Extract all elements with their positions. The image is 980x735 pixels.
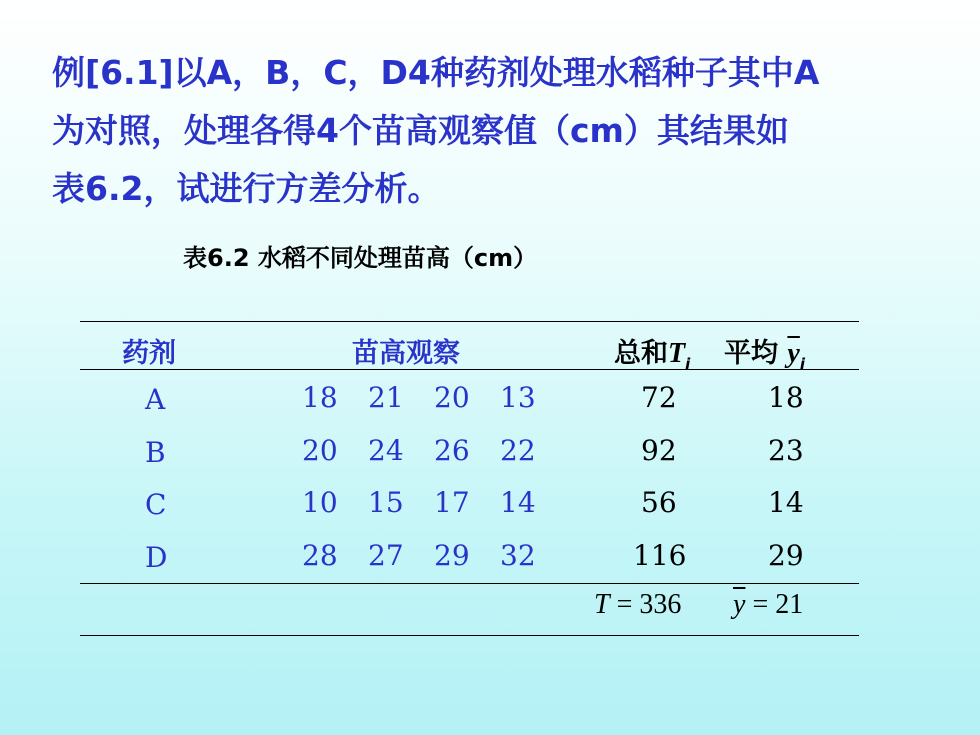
grand-mean-value: = 21 bbox=[745, 589, 804, 620]
observation-value: 26 bbox=[434, 434, 470, 467]
header-agent: 药剂 bbox=[122, 338, 176, 369]
problem-statement bbox=[52, 44, 932, 218]
header-total-sub: i bbox=[685, 355, 691, 373]
row-a-mean: 18 bbox=[768, 381, 804, 414]
grand-total bbox=[594, 589, 681, 621]
observation-value: 24 bbox=[368, 434, 404, 467]
observation-value: 20 bbox=[302, 434, 338, 467]
row-c-mean: 14 bbox=[768, 486, 804, 519]
observation-value: 21 bbox=[368, 381, 404, 414]
observation-value: 10 bbox=[302, 486, 338, 519]
observation-value: 17 bbox=[434, 486, 470, 519]
observation-value: 15 bbox=[368, 486, 404, 519]
row-c-agent: C bbox=[145, 488, 167, 521]
row-b-mean: 23 bbox=[768, 434, 804, 467]
grand-mean-symbol: $\overline{y}$ bbox=[733, 589, 746, 620]
header-total-label: 总和 bbox=[614, 338, 668, 369]
header-total-symbol: T bbox=[668, 338, 686, 369]
observation-value: 20 bbox=[434, 381, 470, 414]
row-d-mean: 29 bbox=[768, 539, 804, 572]
row-d-agent: D bbox=[145, 541, 168, 574]
observation-value: 32 bbox=[500, 539, 536, 572]
header-mean-sub: i bbox=[799, 355, 805, 373]
observation-value: 13 bbox=[500, 381, 536, 414]
observation-value: 14 bbox=[500, 486, 536, 519]
row-b-agent: B bbox=[145, 436, 166, 469]
row-d-total: 116 bbox=[633, 539, 687, 572]
table-top-rule bbox=[80, 321, 859, 322]
row-a-total: 72 bbox=[641, 381, 677, 414]
row-a-observations bbox=[302, 381, 566, 414]
observation-value: 28 bbox=[302, 539, 338, 572]
row-b-observations bbox=[302, 434, 566, 467]
header-mean-label: 平均 bbox=[724, 338, 778, 369]
header-mean-symbol: $\overline{y}$ bbox=[787, 338, 800, 369]
problem-line-2: 为对照，处理各得4个苗高观察值（cm）其结果如 bbox=[52, 111, 789, 150]
observation-value: 22 bbox=[500, 434, 536, 467]
row-b-total: 92 bbox=[641, 434, 677, 467]
table-bottom-rule bbox=[80, 635, 859, 636]
grand-total-value: = 336 bbox=[609, 589, 682, 620]
problem-line-3: 表6.2，试进行方差分析。 bbox=[52, 169, 441, 208]
observation-value: 29 bbox=[434, 539, 470, 572]
row-c-observations bbox=[302, 486, 566, 519]
grand-total-symbol: T bbox=[594, 589, 610, 620]
grand-mean bbox=[733, 589, 803, 621]
problem-line-1: 例[6.1]以A，B，C，D4种药剂处理水稻种子其中A bbox=[52, 53, 820, 92]
header-mean bbox=[724, 331, 805, 373]
header-observations: 苗高观察 bbox=[352, 338, 460, 369]
row-a-agent: A bbox=[145, 383, 166, 416]
row-d-observations bbox=[302, 539, 566, 572]
table-body-rule bbox=[80, 583, 859, 584]
row-c-total: 56 bbox=[641, 486, 677, 519]
header-total bbox=[614, 331, 690, 373]
table-caption: 表6.2 水稻不同处理苗高（cm） bbox=[183, 244, 538, 272]
observation-value: 27 bbox=[368, 539, 404, 572]
observation-value: 18 bbox=[302, 381, 338, 414]
